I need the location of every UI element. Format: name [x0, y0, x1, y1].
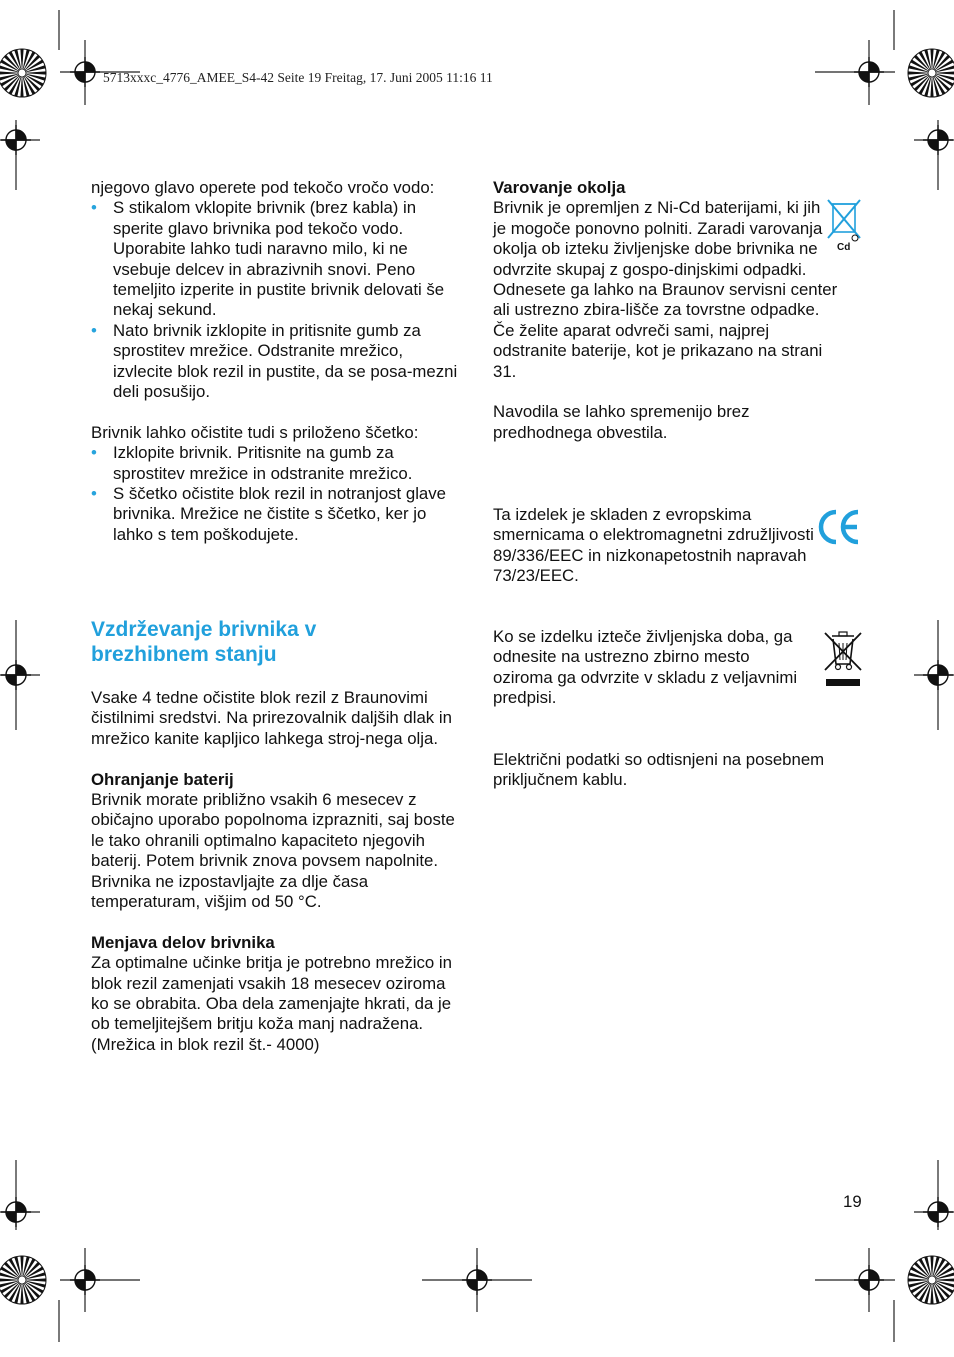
brush-steps-list [91, 443, 463, 545]
brush-intro: Brivnik lahko očistite tudi s priloženo ščetko: [91, 422, 419, 442]
crossed-bin-cd-icon [825, 198, 863, 256]
heading-line-1: Vzdrževanje brivnika v [91, 618, 317, 641]
ce-mark-icon [817, 507, 861, 547]
battery-title: Ohranjanje baterij [91, 769, 234, 789]
parts-text: Za optimalne učinke britja je potrebno mrežico in blok rezil zamenjati vsakih 18 mesecev oziroma ko se obrabita. Oba dela zamenjajte hkrati, da je ob temeljitejšem britju koža manj nadražena. [91, 953, 452, 1034]
env-title: Varovanje okolja [493, 178, 626, 197]
environment-block [493, 178, 838, 443]
parts-note: (Mrežica in blok rezil št.- 4000) [91, 1034, 320, 1054]
weee-text: Ko se izdelku izteče življenjska doba, ga odnesite na ustrezno zbirno mesto oziroma ga odvrzite v skladu z veljavnimi predpisi. [493, 627, 798, 708]
parts-title: Menjava delov brivnika [91, 932, 275, 952]
battery-text: Brivnik morate približno vsakih 6 mesecev z običajno uporabo popolnoma izprazniti, saj boste le tako ohranili optimalno kapaciteto njegovih baterij. Potem brivnik znova povsem napolnite. Brivnika ne izpostavljajte za dlje časa temperaturam, višjim od 50 °C. [91, 790, 455, 912]
env-text-2: Če želite aparat odvreči sami, najprej odstranite baterije, kot je prikazano na strani 31. [493, 320, 823, 381]
ce-block [493, 505, 823, 587]
maintenance-block [91, 688, 463, 1055]
electrical-text: Električni podatki so odtisnjeni na posebnem priključnem kablu. [493, 750, 825, 790]
page-number: 19 [843, 1192, 862, 1211]
list-item: • S ščetko očistite blok rezil in notranjost glave brivnika. Mrežice ne čistite s ščetko, ker jo lahko s tem poškodujete. [91, 484, 463, 545]
intro-text: njegovo glavo operete pod tekočo vročo vodo: [91, 178, 435, 197]
list-item: • S stikalom vklopite brivnik (brez kabla) in sperite glavo brivnika pod tekočo vodo. Uporabite lahko tudi naravno milo, ki ne vsebuje delcev in abrazivnih snovi. Peno temeljito izperite in pustite brivnik delovati še nekaj sekund. [91, 198, 463, 320]
print-header: 5713xxxc_4776_AMEE_S4-42 Seite 19 Freitag, 17. Juni 2005 11:16 11 [103, 70, 493, 85]
change-notice: Navodila se lahko spremenijo brez predhodnega obvestila. [493, 402, 750, 442]
ce-text: Ta izdelek je skladen z evropskima smernicama o elektromagnetni združljivosti 89/336/EEC in nizkonapetostnih napravah 73/23/EEC. [493, 505, 814, 586]
section-heading [91, 617, 463, 667]
env-text: Brivnik je opremljen z Ni-Cd baterijami, ki jih je mogoče ponovno polniti. Zaradi varovanja okolja ob izteku življenjske dobe brivnika ne odvrzite skupaj z gospo-dinjskimi odpadki. Odnesete ga lahko na Braunov servisni center ali ustrezno zbira-lišče za tovrstne odpadke. [493, 198, 838, 320]
rinse-steps-list [91, 198, 463, 402]
list-item: • Nato brivnik izklopite in pritisnite gumb za sprostitev mrežice. Odstranite mrežico, izvlecite blok rezil in pustite, da se posa-mezni deli posušijo. [91, 321, 463, 403]
left-column [91, 178, 463, 545]
heading-line-2: brezhibnem stanju [91, 643, 277, 666]
electrical-block [493, 750, 865, 791]
cd-label: Cd [837, 242, 851, 253]
weee-block [493, 627, 813, 709]
weee-bin-icon [822, 630, 864, 690]
list-item: • Izklopite brivnik. Pritisnite na gumb za sprostitev mrežice in odstranite mrežico. [91, 443, 463, 484]
maintenance-text: Vsake 4 tedne očistite blok rezil z Braunovimi čistilnimi sredstvi. Na prirezovalnik daljših dlak in mrežico kanite kapljico lahkega stroj-nega olja. [91, 688, 452, 748]
